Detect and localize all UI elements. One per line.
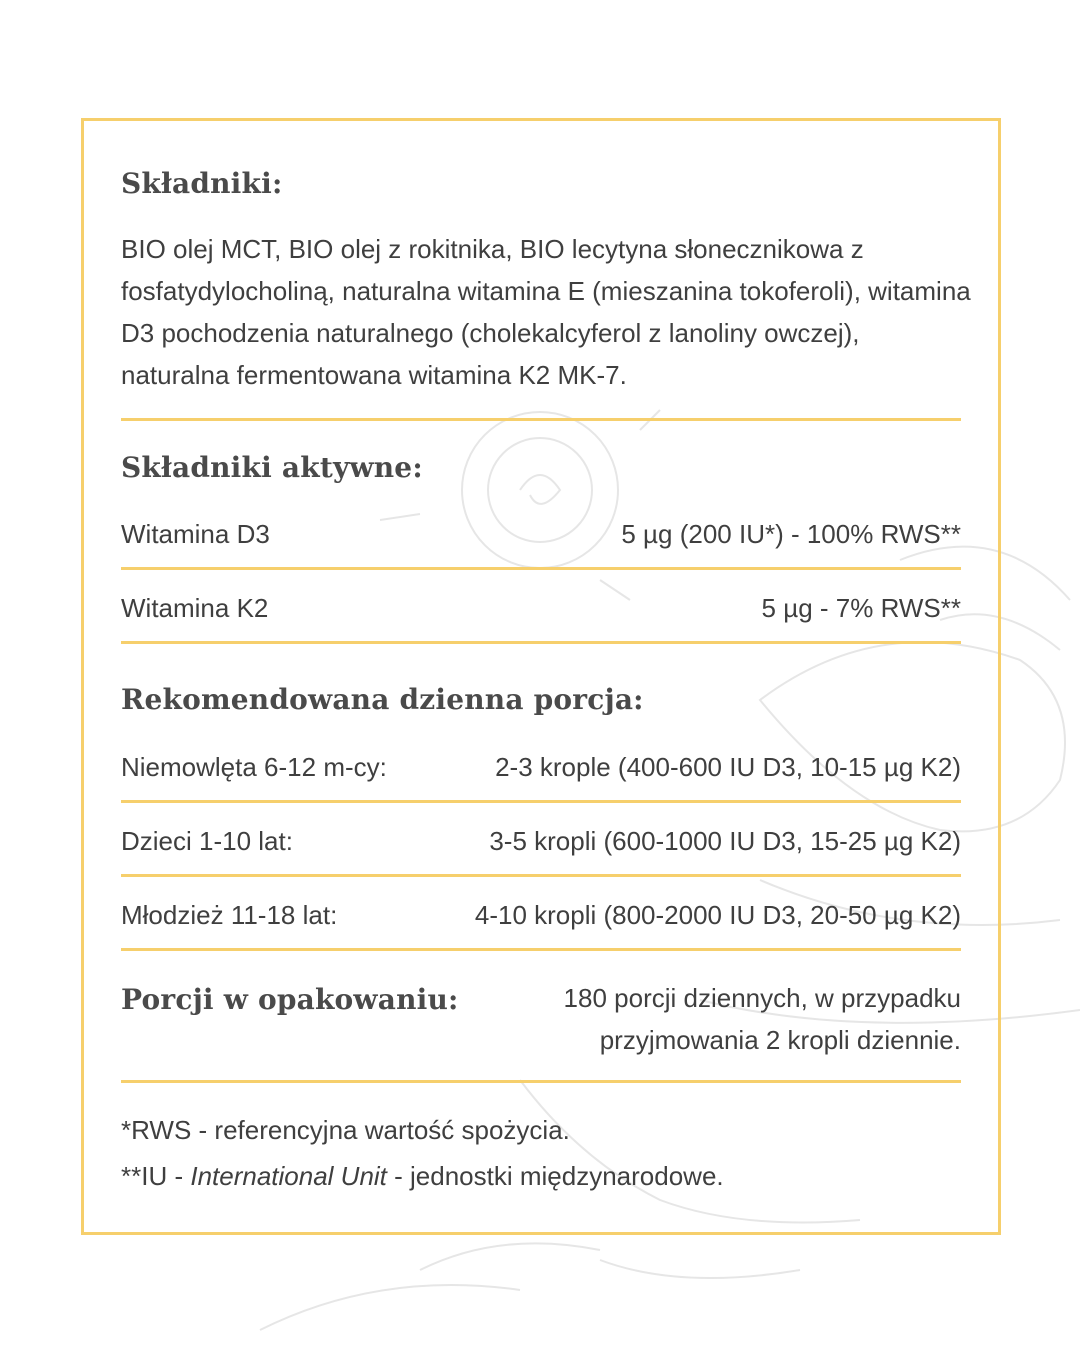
servings-line-2: przyjmowania 2 kropli dziennie. — [599, 1025, 961, 1055]
servings-value — [564, 977, 961, 1061]
divider — [121, 641, 961, 644]
dose-label: Niemowlęta 6-12 m-cy: — [121, 752, 387, 782]
dose-label: Dzieci 1-10 lat: — [121, 826, 293, 856]
divider — [121, 948, 961, 951]
dose-value: 3-5 kropli (600-1000 IU D3, 15-25 µg K2) — [489, 826, 961, 856]
dose-value: 4-10 kropli (800-2000 IU D3, 20-50 µg K2) — [474, 900, 961, 930]
divider — [121, 874, 961, 877]
ingredients-heading: Składniki: — [121, 167, 283, 200]
dose-heading: Rekomendowana dzienna porcja: — [121, 683, 644, 716]
active-ingredients-heading: Składniki aktywne: — [121, 451, 423, 484]
divider — [121, 1080, 961, 1083]
active-value: 5 µg - 7% RWS** — [761, 593, 961, 623]
dose-label: Młodzież 11-18 lat: — [121, 900, 338, 930]
footnote-iu-italic: International Unit — [190, 1161, 387, 1191]
footnote-iu-suffix: - jednostki międzynarodowe. — [386, 1161, 724, 1191]
active-value: 5 µg (200 IU*) - 100% RWS** — [621, 519, 961, 549]
divider — [121, 800, 961, 803]
dose-value: 2-3 krople (400-600 IU D3, 10-15 µg K2) — [495, 752, 961, 782]
active-label: Witamina D3 — [121, 519, 270, 549]
active-label: Witamina K2 — [121, 593, 269, 623]
divider — [121, 567, 961, 570]
divider — [121, 418, 961, 421]
supplement-info-card — [81, 118, 1001, 1235]
footnote-rws: *RWS - referencyjna wartość spożycia. — [121, 1115, 570, 1145]
footnote-iu-prefix: **IU - — [121, 1161, 191, 1191]
ingredients-text: BIO olej MCT, BIO olej z rokitnika, BIO lecytyna słonecznikowa z fosfatydylocholiną, naturalna witamina E (mieszanina tokoferoli), witamina D3 pochodzenia naturalnego (cholekalcyferol z lanoliny owczej), naturalna fermentowana witamina K2 MK-7. — [121, 234, 971, 390]
servings-heading: Porcji w opakowaniu: — [121, 983, 459, 1016]
servings-line-1: 180 porcji dziennych, w przypadku — [563, 983, 961, 1013]
footnote-iu — [121, 1159, 724, 1193]
